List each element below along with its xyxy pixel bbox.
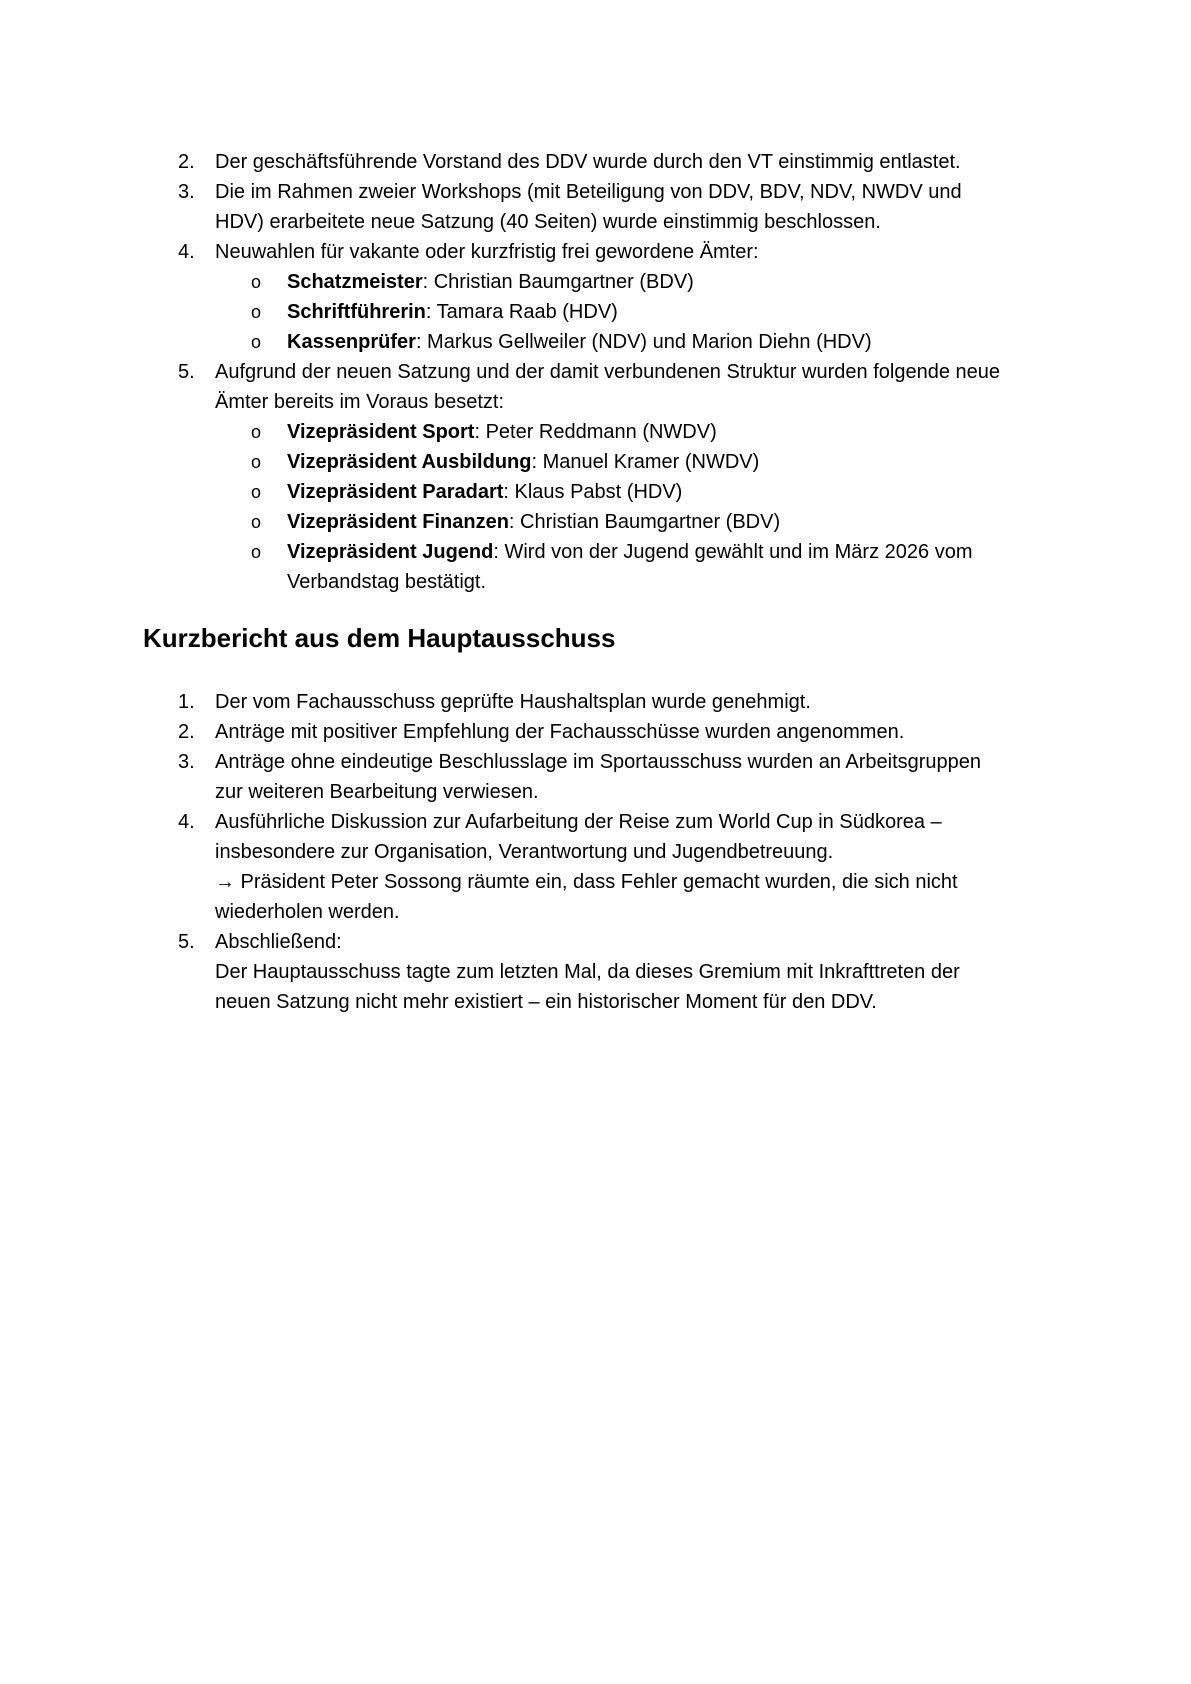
item-text: insbesondere zur Organisation, Verantwortung und Jugendbetreuung. [215,841,834,863]
item-number: 5. [178,931,195,953]
role-label: Vizepräsident Jugend [287,541,494,563]
list-item [0,717,1191,747]
role-label: Kassenprüfer [287,331,416,353]
sub-item-text [287,447,759,477]
item-text: neuen Satzung nicht mehr existiert – ein historischer Moment für den DDV. [215,991,877,1013]
role-label: Vizepräsident Sport [287,421,475,443]
role-label: Schriftführerin [287,301,426,323]
bullet: o [251,302,262,322]
item-text: wiederholen werden. [215,901,400,923]
sub-list-item [0,507,1191,537]
item-number: 2. [178,151,195,173]
sub-item-text [287,477,682,507]
item-text: Aufgrund der neuen Satzung und der damit verbundenen Struktur wurden folgende neue [215,361,1000,383]
role-holder: : Wird von der Jugend gewählt und im März 2026 vom [493,541,973,563]
item-number: 4. [178,241,195,263]
sub-list-item [0,417,1191,447]
role-holder: : Markus Gellweiler (NDV) und Marion Diehn (HDV) [415,331,872,353]
role-label: Vizepräsident Paradart [287,481,504,503]
bullet: o [251,272,262,292]
item-text: Neuwahlen für vakante oder kurzfristig frei gewordene Ämter: [215,241,759,263]
list-item [0,357,1191,387]
item-text: HDV) erarbeitete neue Satzung (40 Seiten) wurde einstimmig beschlossen. [215,211,881,233]
list-item-continuation [0,867,1191,897]
resolutions-list [0,147,1191,597]
item-text: Anträge ohne eindeutige Beschlusslage im Sportausschuss wurden an Arbeitsgruppen [215,751,982,773]
role-holder: : Manuel Kramer (NWDV) [531,451,760,473]
role-holder: : Tamara Raab (HDV) [425,301,618,323]
item-text: Ausführliche Diskussion zur Aufarbeitung der Reise zum World Cup in Südkorea – [215,811,942,833]
item-text: Anträge mit positiver Empfehlung der Fachausschüsse wurden angenommen. [215,721,905,743]
list-item [0,807,1191,837]
list-item [0,177,1191,207]
sub-list-item [0,537,1191,567]
main-committee-report-list [0,687,1191,1017]
bullet: o [251,332,262,352]
list-item-continuation [0,777,1191,807]
sub-list-item [0,327,1191,357]
sub-item-text [287,297,618,327]
list-item [0,747,1191,777]
item-number: 5. [178,361,195,383]
sub-item-text [287,327,872,357]
sub-list-item-continuation [0,567,1191,597]
item-text: Der geschäftsführende Vorstand des DDV wurde durch den VT einstimmig entlastet. [215,151,961,173]
item-number: 1. [178,691,195,713]
role-label: Schatzmeister [287,271,423,293]
section-heading: Kurzbericht aus dem Hauptausschuss [143,623,616,653]
role-label: Vizepräsident Finanzen [287,511,509,533]
sub-list-item [0,447,1191,477]
sub-item-text [287,417,717,447]
role-holder: : Christian Baumgartner (BDV) [422,271,694,293]
list-item-continuation [0,957,1191,987]
bullet: o [251,422,262,442]
bullet: o [251,482,262,502]
list-item-continuation [0,207,1191,237]
bullet: o [251,452,262,472]
sub-item-text [287,267,694,297]
item-number: 2. [178,721,195,743]
item-text: → Präsident Peter Sossong räumte ein, dass Fehler gemacht wurden, die sich nicht [215,871,958,893]
sub-list-item [0,267,1191,297]
item-text: zur weiteren Bearbeitung verwiesen. [215,781,539,803]
item-text: Ämter bereits im Voraus besetzt: [215,391,505,413]
item-text: Die im Rahmen zweier Workshops (mit Beteiligung von DDV, BDV, NDV, NWDV und [215,181,962,203]
item-number: 3. [178,181,195,203]
item-text: Der Hauptausschuss tagte zum letzten Mal, da dieses Gremium mit Inkrafttreten der [215,961,960,983]
list-item [0,687,1191,717]
sub-list-item [0,477,1191,507]
bullet: o [251,512,262,532]
sub-item-text [287,507,780,537]
list-item [0,237,1191,267]
list-item-continuation [0,987,1191,1017]
item-number: 4. [178,811,195,833]
list-item-continuation [0,387,1191,417]
list-item-continuation [0,837,1191,867]
sub-list-item [0,297,1191,327]
role-label: Vizepräsident Ausbildung [287,451,532,473]
list-item [0,927,1191,957]
role-holder: : Peter Reddmann (NWDV) [474,421,717,443]
list-item [0,147,1191,177]
item-number: 3. [178,751,195,773]
bullet: o [251,542,262,562]
sub-item-text: Verbandstag bestätigt. [287,571,487,593]
item-text: Abschließend: [215,931,342,953]
role-holder: : Christian Baumgartner (BDV) [508,511,781,533]
role-holder: : Klaus Pabst (HDV) [503,481,683,503]
item-text: Der vom Fachausschuss geprüfte Haushaltsplan wurde genehmigt. [215,691,811,713]
list-item-continuation [0,897,1191,927]
sub-item-text [287,537,972,567]
